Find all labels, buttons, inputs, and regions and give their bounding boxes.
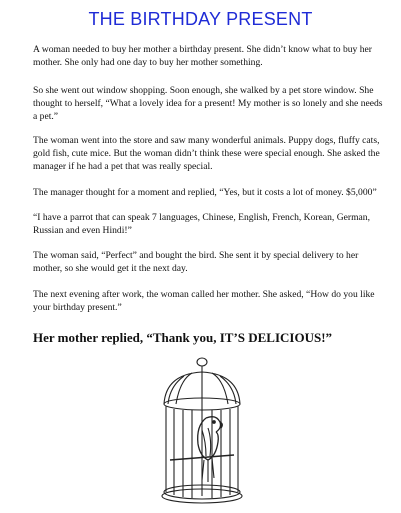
paragraph-4: The manager thought for a moment and replied, “Yes, but it costs a lot of money. $5,000” [33,187,377,198]
paragraph-3: The woman went into the store and saw many wonderful animals. Puppy dogs, fluffy cats, gold fish, cute mice. But the woman didn’t think these were special enough. She asked the manager if he had a pet that was really special. [33,135,380,172]
paragraph-1: A woman needed to buy her mother a birthday present. She didn’t know what to buy her mother. She only had one day to buy her mother something. [33,44,372,68]
punchline: Her mother replied, “Thank you, IT’S DELICIOUS!” [33,330,333,345]
paragraph-2: So she went out window shopping. Soon enough, she walked by a pet store window. She thought to herself, “What a lovely idea for a present! My mother is so lonely and she needs a pet.” [33,85,383,122]
document-title: THE BIRTHDAY PRESENT [88,9,313,29]
paragraph-6: The woman said, “Perfect” and bought the bird. She sent it by special delivery to her mother, so she would get it the next day. [33,250,359,274]
parrot-in-birdcage-icon [150,356,255,506]
paragraph-5: “I have a parrot that can speak 7 languages, Chinese, English, French, Korean, German, Russian and even Hindi!” [33,212,370,236]
paragraph-7: The next evening after work, the woman called her mother. She asked, “How do you like your birthday present.” [33,289,375,313]
